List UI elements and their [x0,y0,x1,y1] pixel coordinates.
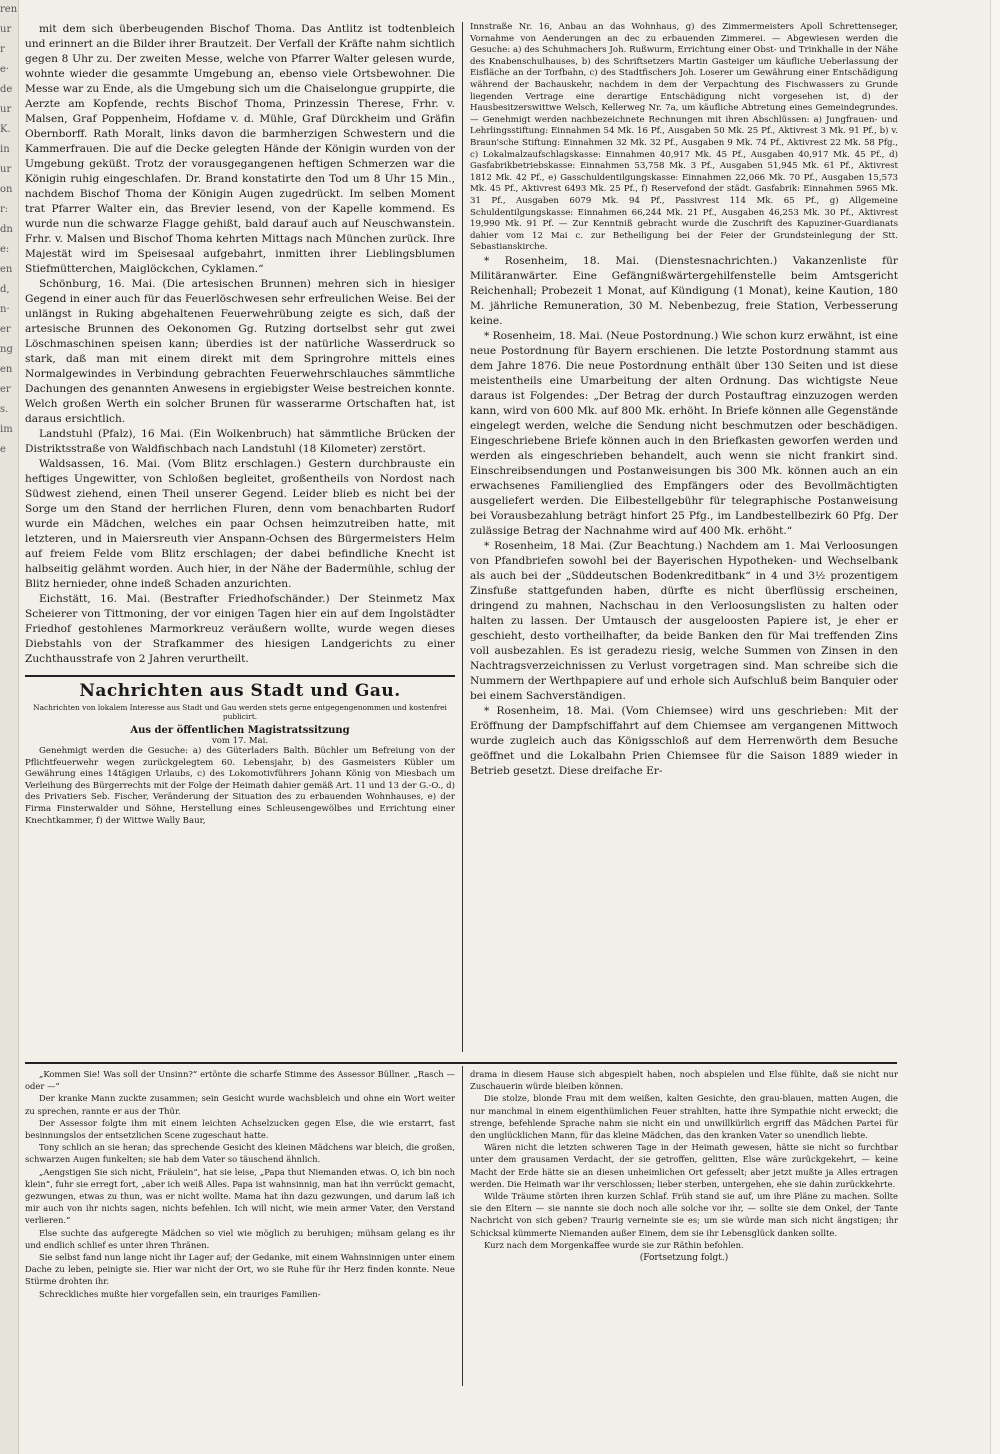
section-subtitle: Nachrichten von lokalem Interesse aus Stadt und Gau werden stets gerne entgegengenommen und kostenfrei publicirt. [33,703,447,721]
edge-fragment: K. [0,124,11,135]
feuilleton-paragraph: Wilde Träume störten ihren kurzen Schlaf. Früh stand sie auf, um ihre Pläne zu machen. Sollte sie den Eltern — sie nannte sie doch noch alle solche vor ihr, — sollte sie dem Onkel, der Tante Nachricht von sich geben? Traurig verneinte sie es; um sie würde man sich nicht ängstigen; ihr Schicksal kümmerte Niemanden außer Einem, dem sie ihr Lebensglück danken sollte. [470,1191,898,1238]
feuilleton-paragraph: Tony schlich an sie heran; das sprechende Gesicht des kleinen Mädchens war bleich, die großen, schwarzen Augen funkelten; sie hab dem Vater so täuschend ähnlich. [25,1142,455,1165]
edge-fragment: n· [0,304,10,315]
column-divider [462,22,463,1052]
feuilleton-left [25,1068,455,1388]
section-title: Nachrichten aus Stadt und Gau. [25,675,455,701]
edge-fragment: r: [0,204,9,215]
edge-fragment: dn [0,224,13,235]
edge-fragment: de [0,84,13,95]
article-landstuhl: Landstuhl (Pfalz), 16 Mai. (Ein Wolkenbruch) hat sämmtliche Brücken der Distriktsstraße von Waldfischbach nach Landstuhl (18 Kilometer) zerstört. [25,428,455,455]
feuilleton-paragraph: drama in diesem Hause sich abgespielt haben, noch abspielen und Else fühlte, daß sie nicht nur Zuschauerin würde bleiben können. [470,1069,898,1092]
edge-fragment: er [0,324,11,335]
edge-fragment: s. [0,404,9,415]
feuilleton-right [470,1068,898,1388]
magistrate-session-title: Aus der öffentlichen Magistratssitzung [130,725,350,736]
edge-fragment: e [0,444,6,455]
edge-fragment: im [0,424,13,435]
edge-fragment: e· [0,64,10,75]
article-eichstaett: Eichstätt, 16. Mai. (Bestrafter Friedhofschänder.) Der Steinmetz Max Scheierer von Tittmoning, der vor einigen Tagen hier ein auf dem Ingolstädter Friedhof gestohlenes Marmorkreuz veräußern wollte, wurde wegen dieses Diebstahls von der Strafkammer des hiesigen Landgerichts zu einer Zuchthausstrafe von 2 Jahren verurtheilt. [25,593,455,665]
feuilleton-paragraph: Der Assessor folgte ihm mit einem leichten Achselzucken gegen Else, die wie erstarrt, fast besinnungslos der entsetzlichen Scene zugeschaut hatte. [25,1117,455,1141]
article-schoenburg: Schönburg, 16. Mai. (Die artesischen Brunnen) mehren sich in hiesiger Gegend in einer auch für das Feuerlöschwesen sehr erfreulichen Weise. Bei der unlängst in Ruking abgehaltenen Feuerwehrübung zeigte es sich, daß der artesische Brunnen des Oekonomen Gg. Rutzing dortselbst sehr gut zwei Löschmaschinen speisen kann; überdies ist der natürliche Wasserdruck so stark, daß man mit einem direkt mit dem Springrohre mittels eines Normalgewindes in Verbindung gebrachten Feuerwehrschlauches sämmtliche Dachungen des genannten Anwesens in ergiebigster Weise bestreichen konnte. Welch großen Werth ein solcher Brunen für wasserarme Ortschaften hat, ist daraus ersichtlich. [25,278,455,425]
magistrate-session-continued: Innstraße Nr. 16, Anbau an das Wohnhaus, g) des Zimmermeisters Apoll Schrettenseger, Vornahme von Aenderungen an dec zu erbauenden Zimmerei. — Abgewiesen werden die Gesuche: a) des Schuhmachers Joh. Rußwurm, Errichtung einer Obst- und Trinkhalle in der Nähe des Knabenschulhauses, b) des Schriftsetzers Martin Gasteiger um käufliche Ueberlassung der Eisfläche an der Torfbahn, c) des Stadtfischers Joh. Loserer um Gewährung einer Entschädigung während der Bachauskehr, nachdem in dem der Verpachtung des Fischwassers zu Grunde liegenden Vertrage eine derartige Entschädigung nicht vorgesehen ist, d) der Hausbesitzerswittwe Welsch, Kellerweg Nr. 7a, um käufliche Abtretung eines Gemeindegrundes. — Genehmigt werden nachbezeichnete Rechnungen mit ihren Abschlüssen: a) Jungfrauen- und Lehrlingsstiftung: Einnahmen 54 Mk. 16 Pf., Ausgaben 50 Mk. 25 Pf., Aktivrest 3 Mk. 91 Pf., b) v. Braun'sche Stiftung: Einnahmen 32 Mk. 32 Pf., Ausgaben 9 Mk. 74 Pf., Aktivrest 22 Mk. 58 Pfg., c) Lokalmalzaufschlagskasse: Einnahmen 40,917 Mk. 45 Pf., Ausgaben 40,917 Mk. 45 Pf., d) Gasfabrikbetriebskasse: Einnahmen 53,758 Mk. 3 Pf., Ausgaben 51,945 Mk. 61 Pf., Aktivrest 1812 Mk. 42 Pf., e) Gasschuldentilgungskasse: Einnahmen 22,066 Mk. 70 Pf., Ausgaben 15,573 Mk. 45 Pf., Aktivrest 6493 Mk. 25 Pf., f) Reservefond der städt. Gasfabrik: Einnahmen 5965 Mk. 31 Pf., Ausgaben 6079 Mk. 94 Pf., Passivrest 114 Mk. 65 Pf., g) Allgemeine Schuldentilgungskasse: Einnahmen 66,244 Mk. 21 Pf., Ausgaben 46,253 Mk. 30 Pf., Aktivrest 19,990 Mk. 91 Pf. — Zur Kenntniß gebracht wurde die Zuschrift des Kapuziner-Guardianats dahier vom 12 Mai c. zur Betheiligung bei der Feier der Grundsteinlegung der Stt. Sebastianskirche. [470,22,898,253]
queen-death-report: mit dem sich überbeugenden Bischof Thoma. Das Antlitz ist todtenbleich und erinnert an die Bilder ihrer Brautzeit. Der Verfall der Kräfte nahm sichtlich gegen 8 Uhr zu. Der zweiten Messe, welche von Pfarrer Walter gelesen wurde, wohnte wieder die gesammte Umgebung an, ebenso viele Ortsbewohner. Die Messe war zu Ende, als die Umgebung sich um die Chaiselongue gruppirte, die Aerzte am Kopfende, rechts Bischof Thoma, Prinzessin Therese, Frhr. v. Malsen, Graf Poppenheim, Hofdame v. d. Mühle, Graf Dürckheim und Gräfin Obernborff. Rath Moralt, links davon die barmherzigen Schwestern und die Kammerfrauen. Die auf die Decke gelegten Hände der Königin wurden von der Umgebung geküßt. Trotz der vorausgegangenen heftigen Schmerzen war die Königin ruhig eingeschlafen. Dr. Brand konstatirte den Tod um 8 Uhr 15 Min., nachdem Bischof Thoma der Königin Augen zugedrückt. Im selben Moment trat Pfarrer Walter ein, das Brevier lesend, von der Kapelle kommend. Es wurde nun die schwarze Flagge gehißt, bald darauf auch auf Neuschwanstein. Frhr. v. Malsen und Bischof Thoma kehrten Mittags nach München zurück. Ihre Majestät wird im Speisesaal aufgebahrt, inmitten ihrer Lieblingsblumen Stiefmütterchen, Maiglöckchen, Cyklamen.“ [25,23,455,275]
magistrate-session-date: vom 17. Mai. [211,736,269,746]
feuilleton-paragraph: Else suchte das aufgeregte Mädchen so viel wie möglich zu beruhigen; mühsam gelang es ihr und endlich schlief es unter ihren Thränen. [25,1227,455,1250]
feuilleton-paragraph: Schreckliches mußte hier vorgefallen sein, ein trauriges Familien- [39,1288,321,1299]
edge-fragment: e: [0,244,10,255]
feuilleton-paragraph: „Kommen Sie! Was soll der Unsinn?“ ertönte die scharfe Stimme des Assessor Büllner. „Rasch — oder —“ [25,1069,455,1092]
edge-fragment: er [0,384,11,395]
left-column [25,22,455,1057]
article-rosenheim-chiemsee: * Rosenheim, 18. Mai. (Vom Chiemsee) wird uns geschrieben: Mit der Eröffnung der Dampfschiffahrt auf dem Chiemsee am vergangenen Mittwoch wurde zugleich auch das Königsschloß auf dem Herrenwörth dem Besuche geöffnet und die Lokalbahn Prien Chiemsee für die Saison 1889 wieder in Betrieb gesetzt. Diese dreifache Er- [470,704,898,777]
adjacent-page-edge [0,0,19,1454]
edge-fragment: on [0,184,13,195]
feuilleton-paragraph: Sie selbst fand nun lange nicht ihr Lager auf; der Gedanke, mit einem Wahnsinnigen unter einem Dache zu leben, peinigte sie. Hier war nicht der Ort, wo sie Ruhe für ihr Herz finden konnte. Neue Stürme drohten ihr. [25,1252,455,1287]
edge-fragment: in [0,144,10,155]
article-rosenheim-postal: * Rosenheim, 18. Mai. (Neue Postordnung.) Wie schon kurz erwähnt, ist eine neue Postordnung für Bayern erschienen. Die letzte Postordnung stammt aus dem Jahre 1876. Die neue Postordnung enthält über 130 Seiten und ist diese meistentheils eine Umarbeitung der alten Ordnung. Das wichtigste Neue daraus ist Folgendes: „Der Betrag der durch Postauftrag einzuzogen werden kann, wird von 600 Mk. auf 800 Mk. erhöht. In Briefe können alle Gegenstände eingelegt werden, welche die Sendung nicht beschmutzen oder beschädigen. Eingeschriebene Briefe können auch in den Briefkasten geworfen werden und werden als eingeschrieben behandelt, auch wenn sie nicht frankirt sind. Einschreibsendungen und Postanweisungen bis 300 Mk. können auch an ein erwachsenes Familienglied des Empfängers oder des Bevollmächtigten ausgeliefert werden. Die Eilbestellgebühr für telegraphische Postanweisung bei Vorausbezahlung beträgt hinfort 25 Pfg., im Landbestellbezirk 60 Pfg. Der zulässige Betrag der Nachnahme wird auf 400 Mk. erhöht.“ [470,329,898,537]
article-waldsassen: Waldsassen, 16. Mai. (Vom Blitz erschlagen.) Gestern durchbrauste ein heftiges Ungewitter, von Schloßen begleitet, großentheils von Nordost nach Südwest ziehend, einen Theil unserer Gegend. Leider blieb es nicht bei der Sorge um den Stand der herrlichen Fluren, denn vom benachbarten Rudorf wurde ein Mädchen, welches ein paar Ochsen heimzutreiben hatte, mit letzteren, und in Maiersreuth vier Anspann-Ochsen des Bürgermeisters Helm auf freiem Felde vom Blitz erschlagen; der dabei befindliche Knecht ist halbseitig gelähmt worden. Auch hier, in der Nähe der Badermühle, schlug der Blitz hernieder, ohne indeß Schaden anzurichten. [25,458,455,590]
feuilleton-paragraph: „Aengstigen Sie sich nicht, Fräulein“, hat sie leise, „Papa thut Niemanden etwas. O, ich bin noch klein“, fuhr sie erregt fort, „aber ich weiß Alles. Papa ist wahnsinnig, man hat ihn verrückt gemacht, gezwungen, etwas zu thun, was er nicht wollte. Mama hat ihn dazu gezwungen, und darum laß ich mir auch von ihr nichts sagen, nichts befehlen. Ich will nicht, wie mein armer Vater, den Verstand verlieren.“ [25,1166,455,1226]
feuilleton-paragraph: Der kranke Mann zuckte zusammen; sein Gesicht wurde wachsbleich und ohne ein Wort weiter zu sprechen, rannte er aus der Thür. [25,1093,455,1116]
article-rosenheim-bonds: * Rosenheim, 18 Mai. (Zur Beachtung.) Nachdem am 1. Mai Verloosungen von Pfandbriefen sowohl bei der Bayerischen Hypotheken- und Wechselbank als auch bei der „Süddeutschen Bodenkreditbank“ in 4 und 3½ prozentigem Zinsfuße stattgefunden haben, dürfte es nicht überflüssig erscheinen, dringend zu mahnen, Nachschau in den Verloosungslisten zu halten oder halten zu lassen. Der Umtausch der ausgeloosten Papiere ist, je eher er geschieht, desto vortheilhafter, da beide Banken den für Mai treffenden Zins voll ausbezahlen. Es ist geradezu riesig, welche Summen von Zinsen in den Nachtragsverzeichnissen zu Verlust vorgetragen sind. Man schreibe sich die Nummern der Werthpapiere auf und erhole sich Aufschluß beim Banquier oder bei einem Sachverständigen. [470,539,898,702]
right-column [470,22,898,1062]
edge-fragment: ren [0,4,18,15]
magistrate-session-text: Genehmigt werden die Gesuche: a) des Güterladers Balth. Büchler um Befreiung von der Pflichtfeuerwehr wegen zurückgelegtem 60. Lebensjahr, b) des Gasmeisters Kübler um Gewährung eines 14tägigen Urlaubs, c) des Lokomotivführers Johann König von Miesbach um Verleihung des Bürgerrechts mit der Folge der Heimath dahier gemäß Art. 11 und 13 der G.-O., d) des Privatiers Seb. Fischer, Veränderung der Situation des zu erbauenden Wohnhauses, e) der Firma Finsterwalder und Söhne, Herstellung eines Schleusengewölbes und Errichtung einer Knechtkammer, f) der Wittwe Wally Baur, [25,746,455,826]
edge-fragment: ur [0,104,12,115]
edge-fragment: ur [0,164,12,175]
article-rosenheim-vacancies: * Rosenheim, 18. Mai. (Dienstesnachrichten.) Vakanzenliste für Militäranwärter. Eine Gefängnißwärtergehilfenstelle beim Amtsgericht Reichenhall; Probezeit 1 Monat, auf Kündigung (1 Monat), keine Kaution, 180 M. jährliche Remuneration, 30 M. Nebenbezug, freie Station, Verbesserung keine. [470,254,898,327]
feuilleton-paragraph: Die stolze, blonde Frau mit dem weißen, kalten Gesichte, den grau-blauen, matten Augen, die nur manchmal in einem eigenthümlichen Feuer strahlten, hatte ihre Sympathie nicht erweckt; die strenge, befehlende Sprache nahm sie nicht ein und unwillkürlich ergriff das Mädchen Partei für den unglücklichen Mann, für das kleine Mädchen, das den kranken Vater so unendlich liebte. [470,1093,898,1141]
edge-fragment: r [0,44,5,55]
continuation-note: (Fortsetzung folgt.) [639,1253,729,1264]
feuilleton-column-divider [462,1066,463,1386]
page-binding-edge [990,0,1000,1454]
edge-fragment: d, [0,284,10,295]
feuilleton-paragraph: Wären nicht die letzten schweren Tage in der Heimath gewesen, hätte sie nicht so furchtbar unter dem grausamen Verdacht, der sie getroffen, gelitten, Else wäre zurückgekehrt, — keine Macht der Erde hätte sie an diesen unheimlichen Ort gefesselt; aber jetzt mußte ja Alles ertragen werden. Die Heimath war ihr verschlossen; lieber sterben, untergehen, ehe sie dahin zurückkehrte. [470,1142,898,1189]
feuilleton-paragraph: Kurz nach dem Morgenkaffee wurde sie zur Räthin befohlen. [484,1239,744,1250]
edge-fragment: ur [0,24,12,35]
edge-fragment: en [0,264,13,275]
edge-fragment: en [0,364,13,375]
edge-fragment: ng [0,344,13,355]
feuilleton-divider [25,1062,897,1066]
